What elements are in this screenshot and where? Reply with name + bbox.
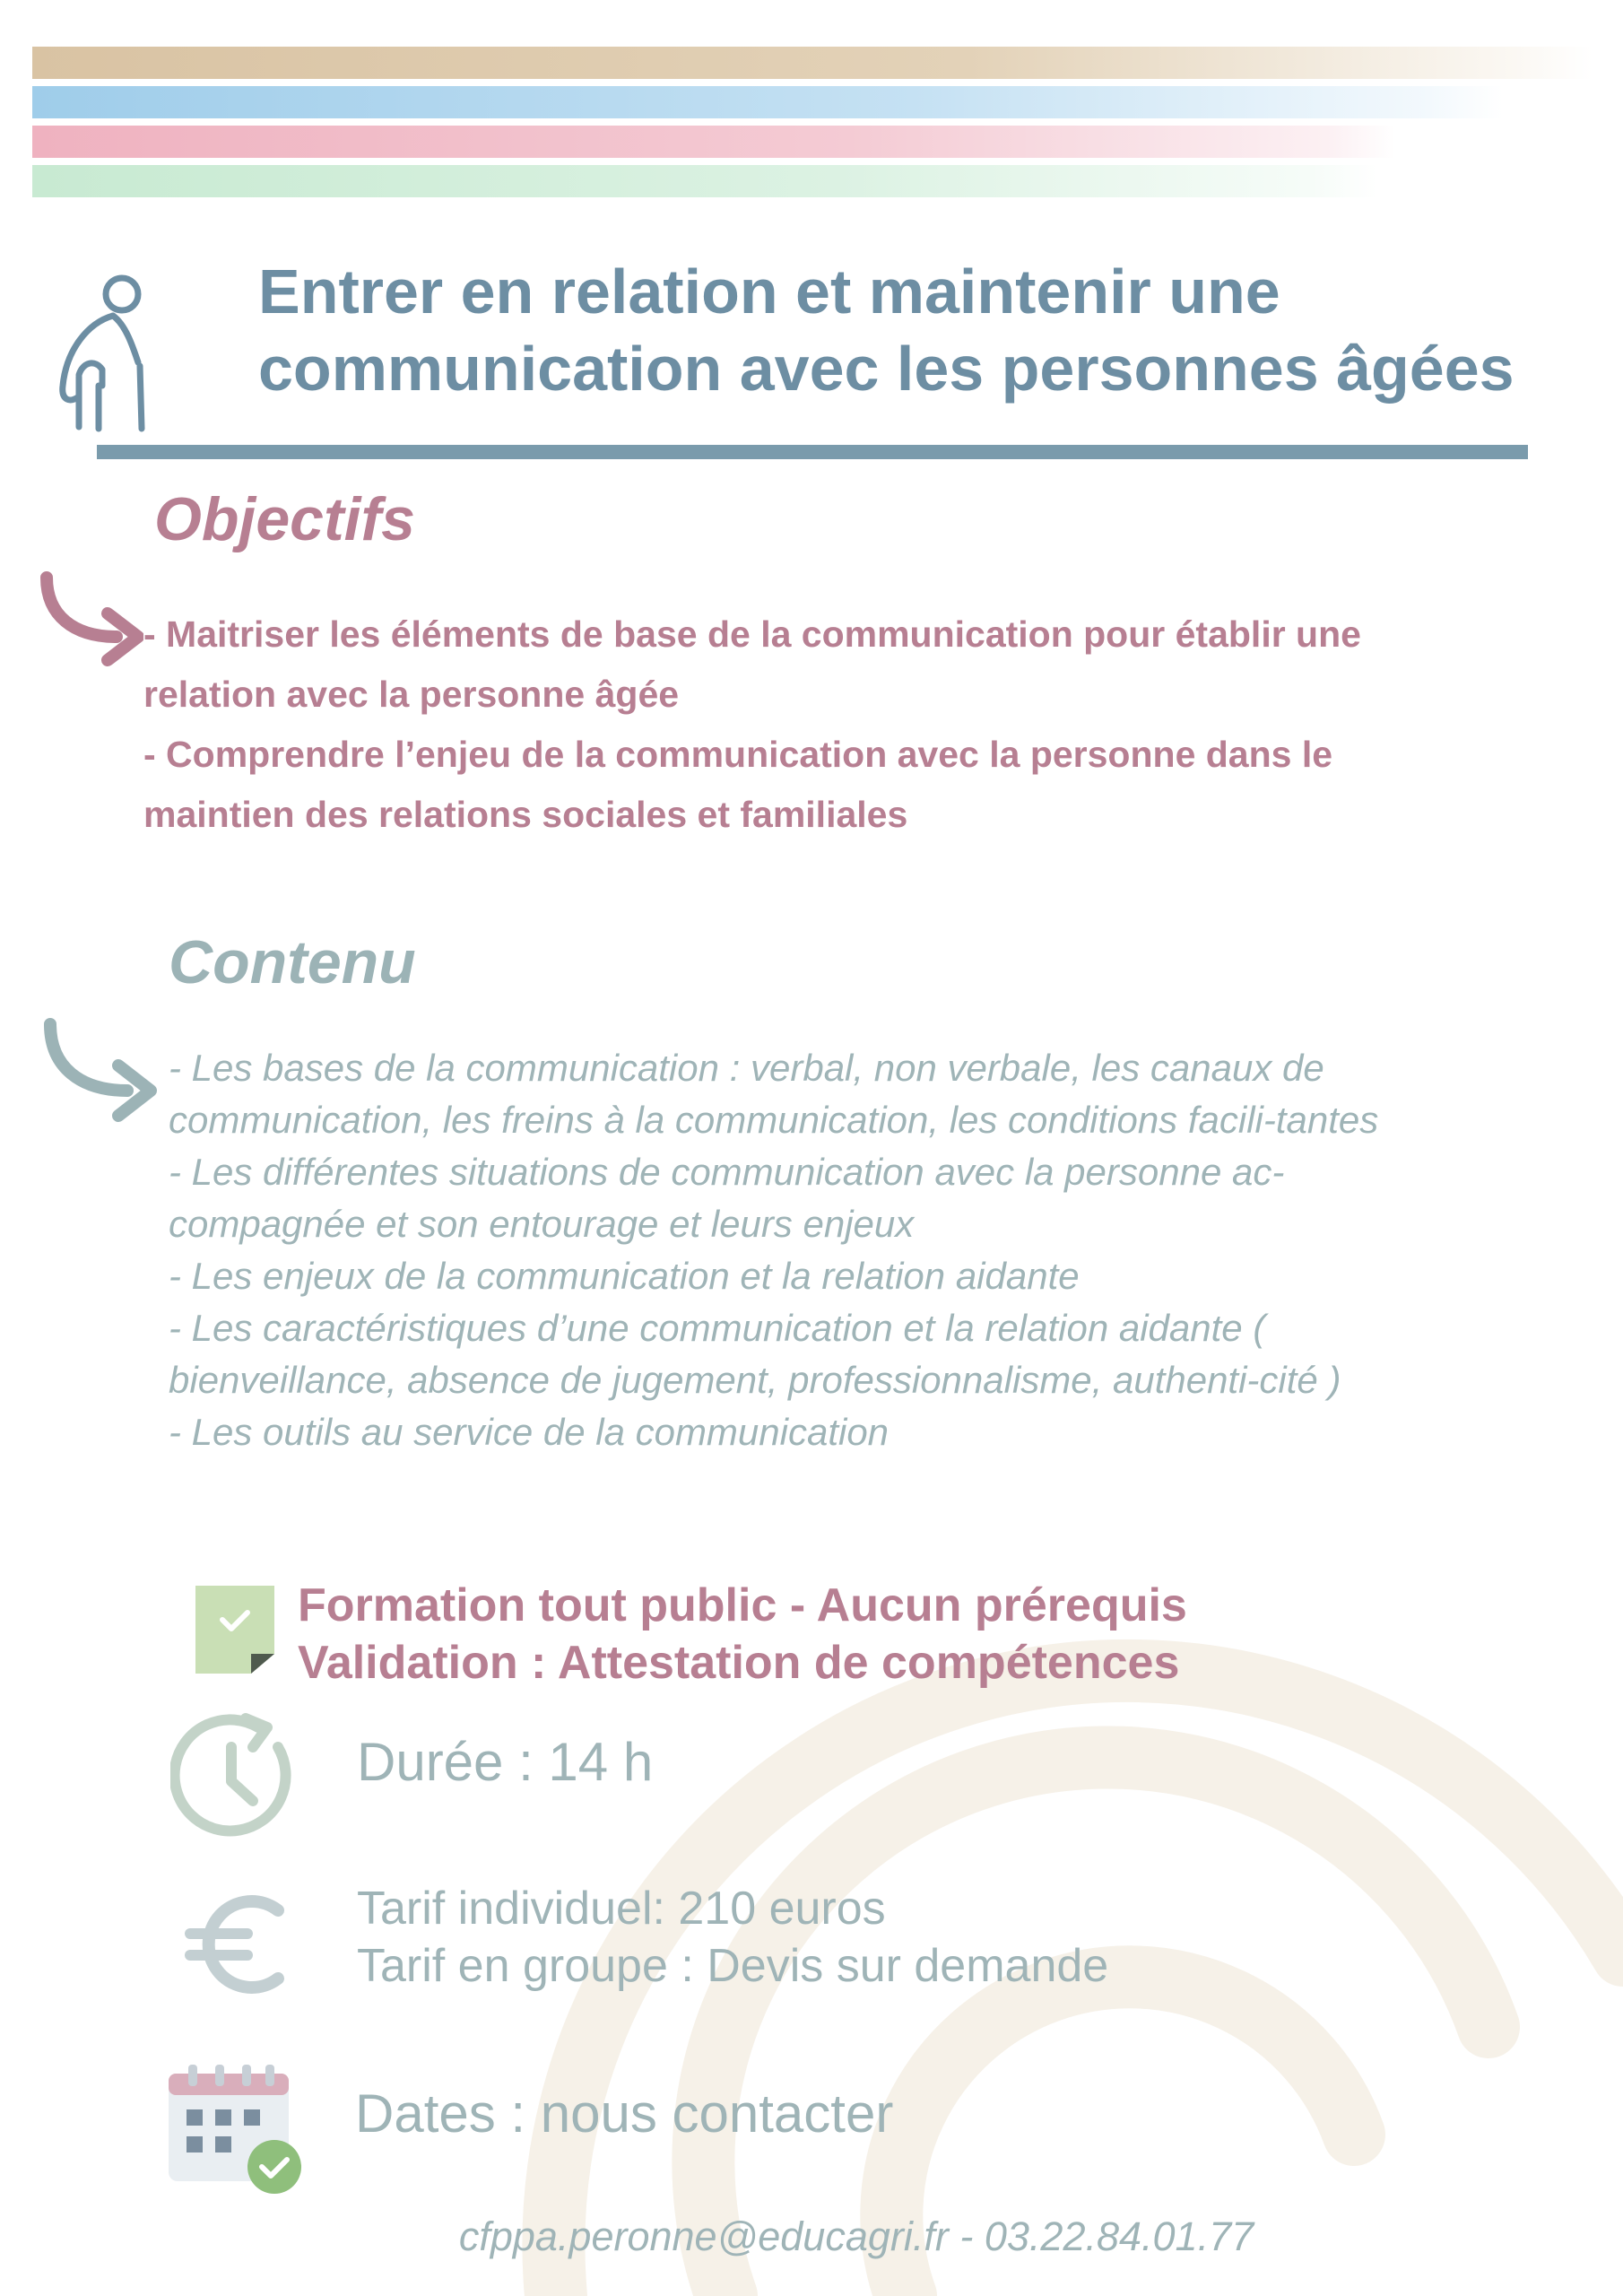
contenu-item: - Les caractéristiques d’une communication et la relation aidante ( bienveillance, absence de jugement, professionnalisme, authenti-cité ) <box>169 1307 1341 1401</box>
clock-icon <box>170 1711 299 1839</box>
objectifs-list <box>143 604 1488 845</box>
contenu-item: - Les outils au service de la communication <box>169 1411 890 1453</box>
objectifs-heading: Objectifs <box>154 485 415 553</box>
contenu-item: - Les différentes situations de communication avec la personne ac-compagnée et son entourage et leurs enjeux <box>169 1151 1285 1245</box>
decor-stripe-blue <box>32 86 1503 118</box>
decor-stripe-tan <box>32 47 1593 79</box>
decor-stripe-green <box>32 165 1377 197</box>
contenu-item: - Les enjeux de la communication et la relation aidante <box>169 1255 1080 1297</box>
page-title <box>258 253 1549 407</box>
tarif-individuel: Tarif individuel: 210 euros <box>357 1883 886 1935</box>
elderly-person-icon <box>52 269 156 436</box>
decor-stripe-pink <box>32 126 1395 158</box>
objectif-item: - Comprendre l’enjeu de la communication avec la personne dans le maintien des relations sociales et familiales <box>143 734 1333 835</box>
dates-text: Dates : nous contacter <box>355 2083 894 2144</box>
calendar-check-icon <box>165 2061 305 2196</box>
tarif-info <box>357 1880 1108 1995</box>
duration-text: Durée : 14 h <box>357 1732 654 1792</box>
validation-line: Validation : Attestation de compétences <box>298 1637 1180 1689</box>
public-info <box>298 1577 1187 1692</box>
curved-arrow-icon <box>41 1017 158 1123</box>
title-divider <box>97 445 1528 459</box>
contenu-item: - Les bases de la communication : verbal, non verbale, les canaux de communication, les freins à la communication, les conditions facili-tantes <box>169 1047 1379 1141</box>
curved-arrow-icon <box>38 570 143 667</box>
contenu-heading: Contenu <box>169 928 416 996</box>
euro-icon <box>185 1892 287 1996</box>
title-line-2: communication avec les personnes âgées <box>258 334 1515 404</box>
checklist-icon <box>192 1582 278 1677</box>
public-line: Formation tout public - Aucun prérequis <box>298 1579 1187 1631</box>
title-line-1: Entrer en relation et maintenir une <box>258 257 1280 326</box>
tarif-groupe: Tarif en groupe : Devis sur demande <box>357 1940 1109 1992</box>
objectif-item: - Maitriser les éléments de base de la communication pour établir une relation avec la personne âgée <box>143 613 1361 715</box>
contact-info: cfppa.peronne@educagri.fr - 03.22.84.01.77 <box>458 2213 1254 2259</box>
contenu-list <box>169 1042 1424 1458</box>
